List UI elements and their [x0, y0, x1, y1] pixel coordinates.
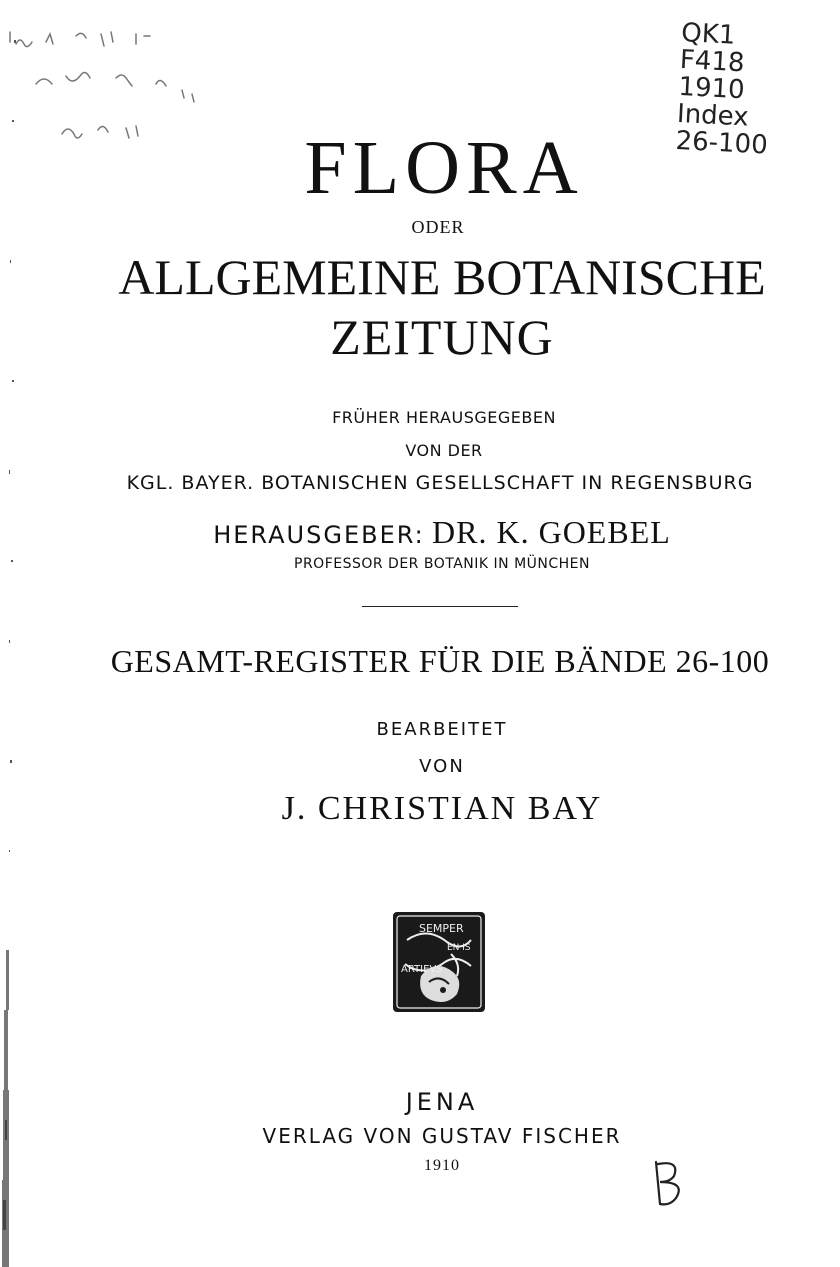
publisher-name: VERLAG VON GUSTAV FISCHER [262, 1124, 622, 1148]
call-number-line-1: QK1 [680, 18, 737, 51]
former-publisher-society: KGL. BAYER. BOTANISCHEN GESELLSCHAFT IN REGENSBURG [126, 472, 754, 494]
emblem-motto-1: SEMPER [419, 922, 464, 935]
journal-subtitle-line-2: ZEITUNG [330, 309, 554, 365]
editor-name: DR. K. GOEBEL [432, 514, 671, 550]
journal-title: FLORA [304, 126, 584, 210]
emblem-motto-2: EN IS [447, 943, 471, 953]
edited-label: BEARBEITET [376, 719, 508, 740]
register-title: GESAMT-REGISTER FÜR DIE BÄNDE 26-100 [110, 643, 770, 679]
former-publisher-line-1: FRÜHER HERAUSGEGEBEN [332, 408, 556, 427]
compiler-name: J. CHRISTIAN BAY [281, 790, 603, 827]
editor-title: PROFESSOR DER BOTANIK IN MÜNCHEN [294, 556, 590, 572]
emblem-motto-3: ARTIEVS [401, 964, 443, 975]
edited-by-label: VON [419, 756, 465, 777]
editor-line [22, 516, 840, 549]
handwritten-b-mark [646, 1158, 686, 1208]
publication-year: 1910 [424, 1157, 460, 1174]
handwritten-b-text: B [646, 1158, 647, 1159]
journal-subtitle-line-1: ALLGEMEINE BOTANISCHE [118, 249, 766, 305]
call-number-line-5: 26-100 [674, 125, 769, 161]
divider-rule [362, 606, 518, 607]
former-publisher-line-2: VON DER [405, 441, 483, 460]
publisher-emblem-icon [391, 910, 487, 1014]
call-number-line-4: Index [676, 98, 750, 133]
editor-label: HERAUSGEBER: [213, 521, 425, 549]
call-number-line-2: F418 [679, 44, 746, 79]
scan-edge-noise [0, 0, 22, 1267]
publication-place: JENA [405, 1088, 479, 1116]
call-number-line-3: 1910 [677, 71, 746, 106]
title-connector: ODER [411, 217, 465, 237]
